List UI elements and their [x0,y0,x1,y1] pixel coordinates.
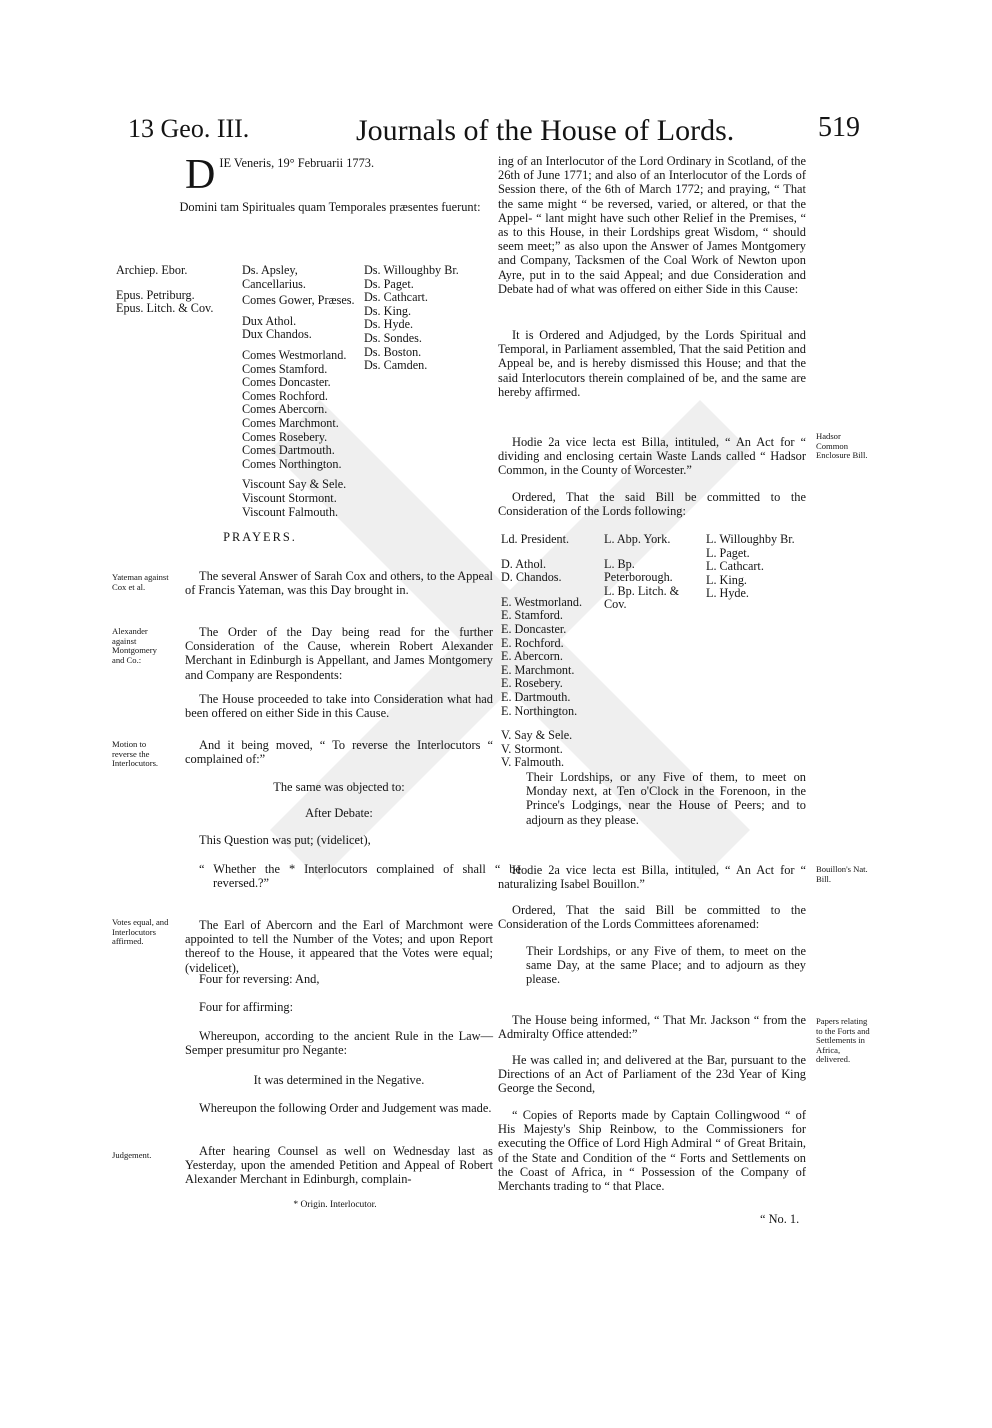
committee-name: E. Rosebery. [501,676,563,691]
paragraph: Whereupon, according to the ancient Rule in the Law—Semper presumitur pro Negante: [185,1029,493,1058]
attendance-name: Viscount Stormont. [242,490,337,505]
margin-note: Alexander against Montgomery and Co.: [112,626,157,665]
committee-name: L. King. [706,572,747,587]
committee-name: E. Doncaster. [501,621,567,636]
paragraph: Ordered, That the said Bill be committed to the Consideration of the Lords following: [498,490,806,519]
attendance-name: Comes Rochford. [242,388,328,403]
paragraph: Four for affirming: [199,1000,294,1014]
committee-name: D. Chandos. [501,570,562,585]
committee-name: E. Westmorland. [501,594,583,609]
margin-note: Bouillon's Nat. Bill. [816,864,868,884]
margin-note: Yateman against Cox et al. [112,572,169,592]
attendance-name: Viscount Say & Sele. [242,477,347,492]
committee-col-1 [501,533,582,770]
attendance-name: Ds. Willoughby Br. [364,263,459,277]
attendance-name: Ds. Boston. [364,344,422,359]
margin-note: Votes equal, and Interlocutors affirmed. [112,917,169,947]
committee-name: V. Stormont. [501,741,563,756]
paragraph: The Order of the Day being read for the further Consideration of the Cause, wherein Robert Alexander Merchant in Edinburgh is Appellant, and James Montgomery and Company are Respondents: [185,625,493,682]
attendance-name: Comes Westmorland. [242,347,347,362]
attendance-col-earls [242,264,360,519]
committee-name: L. Paget. [706,545,750,560]
committee-name: E. Northington. [501,703,578,718]
attendance-name: Dux Athol. [242,313,297,328]
margin-note: Motion to reverse the Interlocutors. [112,739,159,769]
margin-note: Papers relating to the Forts and Settlements in Africa, delivered. [816,1016,870,1065]
committee-name: V. Falmouth. [501,755,565,770]
committee-name: E. Abercorn. [501,649,563,664]
attendance-name: Ds. Camden. [364,358,428,373]
paragraph: Their Lordships, or any Five of them, to meet on Monday next, at Ten o'Clock in the Forenoon, in the Prince's Lodgings, near the House of Peers; and to adjourn as they please. [526,770,806,827]
attendance-name: Ds. Cathcart. [364,290,428,305]
committee-name: D. Athol. [501,556,547,571]
paragraph: Hodie 2a vice lecta est Billa, intituled, “ An Act for “ naturalizing Isabel Bouillon.” [498,863,806,892]
page-number: 519 [818,112,860,143]
paragraph: It is Ordered and Adjudged, by the Lords Spiritual and Temporal, in Parliament assembled, That the said Petition and Appeal be, and is hereby dismissed this House; and that the said Interlocutors therein complained of be, and the same are hereby affirmed. [498,328,806,399]
paragraph: This Question was put; (videlicet), [199,833,371,847]
date-line [185,152,485,198]
page-header-title: Journals of the House of Lords. [356,114,735,147]
attendance-name: Comes Rosebery. [242,429,328,444]
paragraph: Whereupon the following Order and Judgement was made. [199,1101,492,1115]
paragraph: And it being moved, “ To reverse the Interlocutors “ complained of:” [185,738,493,767]
attendance-name: Epus. Litch. & Cov. [116,301,214,316]
attendance-name: Ds. King. [364,303,412,318]
attendance-name: Ds. Hyde. [364,317,414,332]
margin-note: Hadsor Common Enclosure Bill. [816,431,868,461]
drop-cap: D [185,152,216,198]
attendance-name: Comes Northington. [242,456,342,471]
paragraph: The House proceeded to take into Consideration what had been offered on either Side in this Cause. [185,692,493,721]
paragraph: The same was objected to: [273,780,405,794]
committee-name: L. Abp. York. [604,532,671,546]
committee-name: E. Dartmouth. [501,689,571,704]
committee-name: E. Stamford. [501,608,563,623]
committee-name: E. Marchmont. [501,662,575,677]
paragraph: ing of an Interlocutor of the Lord Ordinary in Scotland, of the 26th of June 1771; and also of an Interlocutor of the Lords of Session there, of the 6th of March 1772; and praying, “ That the same might “ be reversed, varied, or altered, or that the Appel- “ lant might have such other Relief in the Premises, “ as to this House, in their Lordships great Wisdom, “ should seem meet;” as also upon the Answer of James Montgomery and Company, Tacksmen of the Coal Work of Newton upon Ayre, put in to the said Appeal; and due Consideration and Debate had of what was offered on either Side in this Cause: [498,154,806,296]
paragraph: He was called in; and delivered at the Bar, pursuant to the Directions of an Act of Parliament of the 23d Year of King George the Second, [498,1053,806,1096]
committee-name: E. Rochford. [501,635,564,650]
paragraph: After hearing Counsel as well on Wednesday last as Yesterday, upon the amended Petition and Appeal of Robert Alexander Merchant in Edinburgh, complain- [185,1144,493,1187]
committee-name: Ld. President. [501,532,570,546]
attendance-name: Dux Chandos. [242,327,312,342]
date-text: IE Veneris, 19° Februarii 1773. [219,156,375,170]
paragraph: It was determined in the Negative. [253,1073,425,1087]
paragraph: Their Lordships, or any Five of them, to meet on the same Day, at the same Place; and to adjourn as they please. [526,944,806,987]
paragraph: After Debate: [305,806,373,820]
attendance-name: Comes Gower, Præses. [242,293,355,308]
paragraph: The House being informed, “ That Mr. Jackson “ from the Admiralty Office attended:” [498,1013,806,1042]
margin-note: Judgement. [112,1150,152,1160]
committee-name: L. Hyde. [706,586,749,601]
attendance-col-bishops [116,264,213,316]
attendance-name: Comes Marchmont. [242,415,339,430]
committee-col-2 [604,533,700,612]
attendance-name: Comes Dartmouth. [242,443,335,458]
paragraph: The several Answer of Sarah Cox and others, to the Appeal of Francis Yateman, was this Day brought in. [185,569,493,598]
committee-name: L. Willoughby Br. [706,532,795,546]
paragraph: The Earl of Abercorn and the Earl of Marchmont were appointed to tell the Number of the Votes; and upon Report thereof to the House, it appeared that the Votes were equal; (videlicet), [185,918,493,975]
paragraph: Ordered, That the said Bill be committed to the Consideration of the Lords Committees aforenamed: [498,903,806,932]
attendance-name: Viscount Falmouth. [242,504,339,519]
footnote: * Origin. Interlocutor. [293,1200,377,1210]
page-header-left: 13 Geo. III. [128,114,250,143]
attendance-name: Comes Doncaster. [242,375,331,390]
catchword: “ No. 1. [760,1212,800,1226]
section-heading-prayers: PRAYERS. [223,530,297,544]
paragraph: Hodie 2a vice lecta est Billa, intituled, “ An Act for “ dividing and enclosing certain Waste Lands called “ Hadsor Common, in the County of Worcester.” [498,435,806,478]
attendance-name: Epus. Petriburg. [116,287,195,302]
quoted-title: “ Copies of Reports made by Captain Collingwood “ of His Majesty's Ship Reinbow, to the Commissioners for executing the Office of Lord High Admiral “ of Great Britain, of the State and Condition of the “ Forts and Settlements on the Coast of Africa, in “ Possession of the Company of Merchants trading to “ that Place. [498,1108,806,1194]
committee-name: V. Say & Sele. [501,728,573,743]
committee-name: L. Bp. Litch. & Cov. [604,583,680,612]
attendance-name: Archiep. Ebor. [116,263,188,277]
attendance-name: Comes Stamford. [242,361,328,376]
committee-col-3 [706,533,795,601]
paragraph: Four for reversing: And, [199,972,320,986]
quoted-question: “ Whether the * Interlocutors complained of shall “ be reversed.?” [199,862,521,891]
attendance-name: Ds. Paget. [364,276,414,291]
attendance-name: Ds. Sondes. [364,330,422,345]
domini-line: Domini tam Spirituales quam Temporales præsentes fuerunt: [179,200,481,214]
committee-name: L. Cathcart. [706,559,764,574]
attendance-col-barons [364,264,459,373]
attendance-name: Comes Abercorn. [242,402,328,417]
committee-name: L. Bp. Peterborough. [604,556,673,585]
attendance-name: Ds. Apsley, Cancellarius. [242,263,306,291]
